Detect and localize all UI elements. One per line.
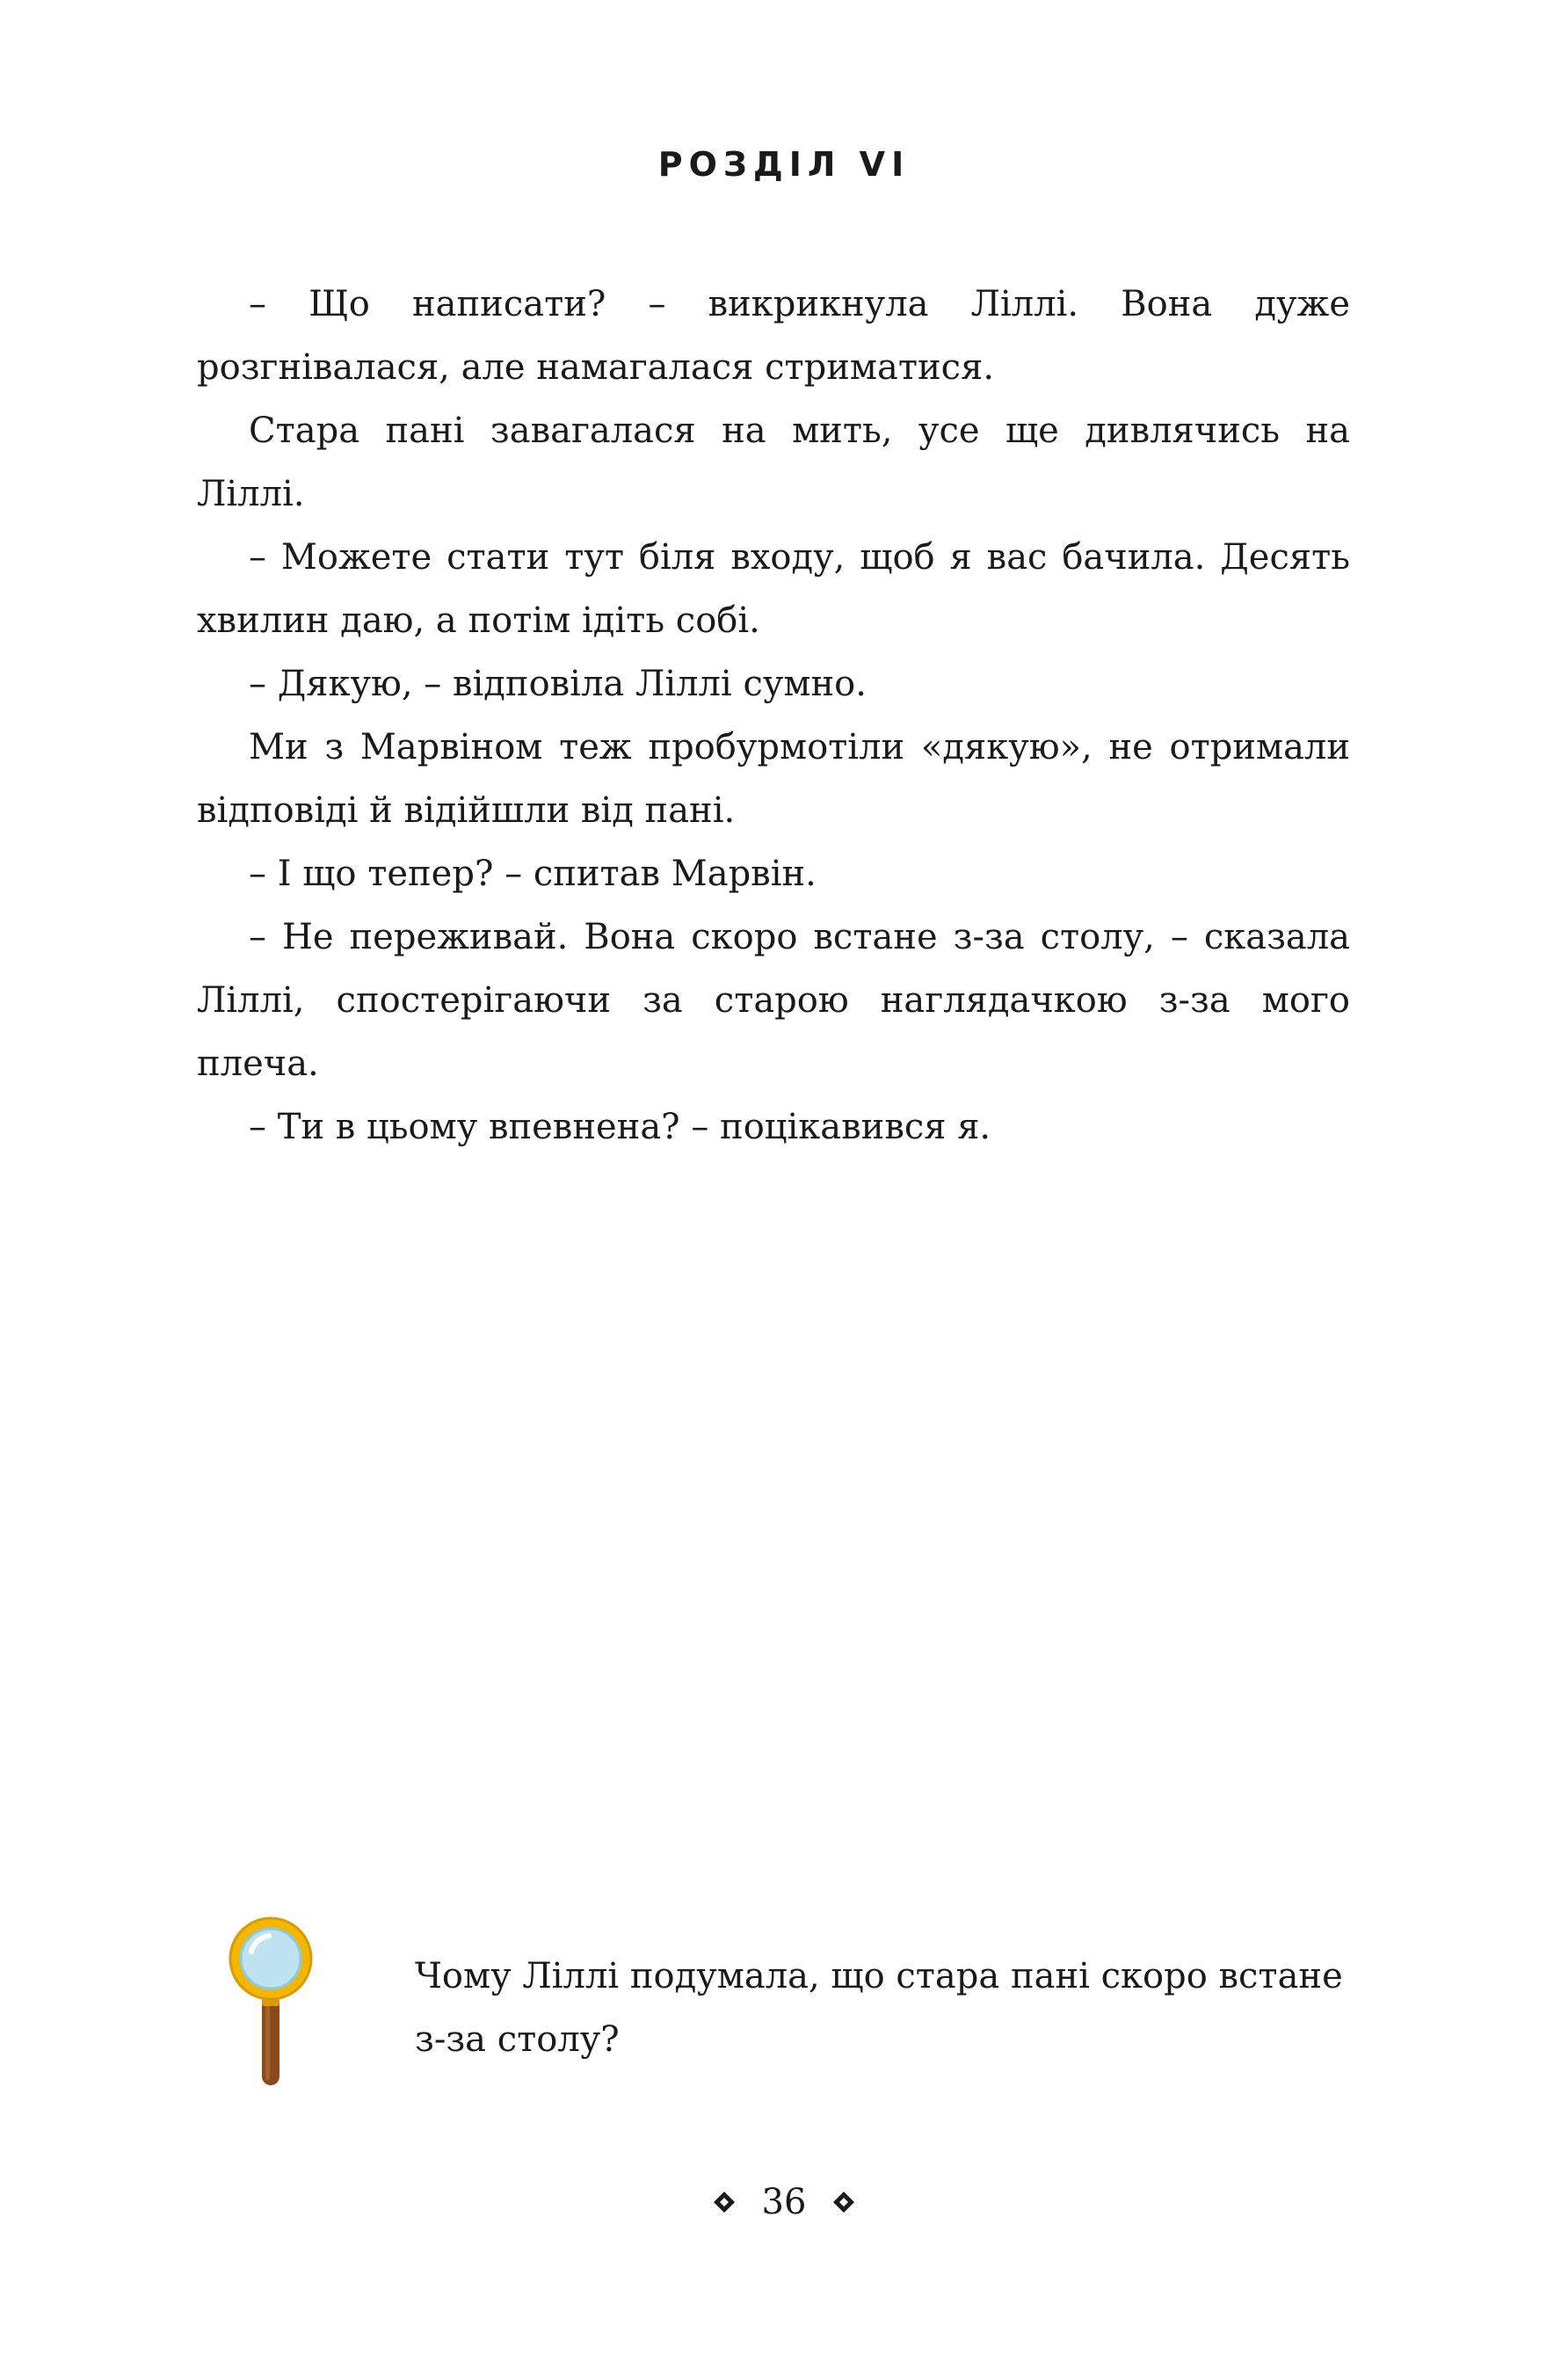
paragraph-7: – Не переживай. Вона скоро встане з-за столу, – сказала Ліллі, спостерігаючи за старою наглядачкою з-за мого плеча. [197,917,1350,1084]
chapter-title: РОЗДІЛ VI [657,145,911,184]
question-text: Чому Ліллі подумала, що стара пані скоро встане з-за столу? [415,1956,1343,2060]
paragraph-8: – Ти в цьому впевнена? – поцікавився я. [249,1107,991,1147]
page-footer [0,2180,1568,2224]
paragraph-2: Стара пані завагалася на мить, усе ще дивлячись на Ліллі. [197,411,1350,514]
paragraph-4: – Дякую, – відповіла Ліллі сумно. [249,664,867,704]
paragraph-6: – І що тепер? – спитав Марвін. [249,854,817,894]
diamond-ornament-icon [713,2191,736,2214]
page-number: 36 [761,2182,807,2222]
body-text [197,273,1350,1159]
question-box [227,1916,1369,2092]
paragraph-5: Ми з Марвіном теж пробурмотіли «дякую», не отримали відповіді й відійшли від пані. [197,727,1350,831]
paragraph-1: – Що написати? – викрикнула Ліллі. Вона дуже розгнівалася, але намагалася стриматися. [197,284,1350,388]
magnifying-glass-icon [227,1916,315,2092]
paragraph-3: – Можете стати тут біля входу, щоб я вас бачила. Десять хвилин даю, а потім ідіть собі. [197,537,1350,641]
diamond-ornament-icon [832,2191,855,2214]
